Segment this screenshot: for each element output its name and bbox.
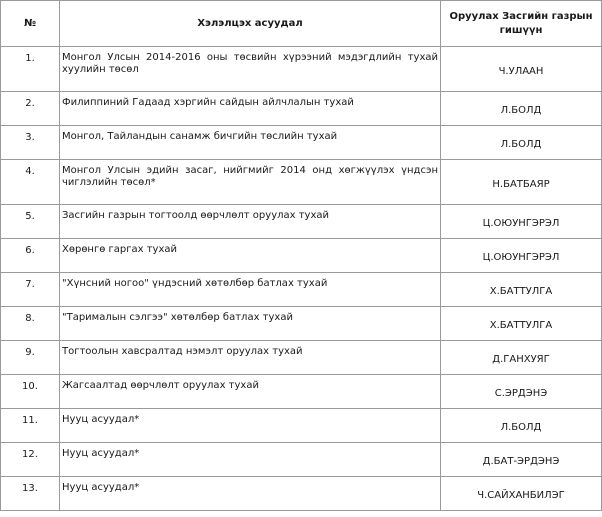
row-member: Ч.САЙХАНБИЛЭГ <box>441 477 602 511</box>
table-row <box>1 47 602 92</box>
row-member: Ц.ОЮУНГЭРЭЛ <box>441 205 602 239</box>
row-topic: Нууц асуудал* <box>60 477 441 511</box>
row-number: 1. <box>1 47 60 92</box>
row-number: 4. <box>1 160 60 205</box>
row-number: 9. <box>1 341 60 375</box>
header-num: № <box>1 1 60 47</box>
row-member: Л.БОЛД <box>441 409 602 443</box>
table-row <box>1 341 602 375</box>
row-member: Ц.ОЮУНГЭРЭЛ <box>441 239 602 273</box>
row-topic: Хөрөнгө гаргах тухай <box>60 239 441 273</box>
row-member: Н.БАТБАЯР <box>441 160 602 205</box>
row-member: Д.ГАНХУЯГ <box>441 341 602 375</box>
table-row <box>1 92 602 126</box>
row-member: Х.БАТТУЛГА <box>441 273 602 307</box>
row-number: 13. <box>1 477 60 511</box>
row-number: 2. <box>1 92 60 126</box>
table-row <box>1 443 602 477</box>
table-row <box>1 126 602 160</box>
row-number: 6. <box>1 239 60 273</box>
row-topic: Тогтоолын хавсралтад нэмэлт оруулах тухай <box>60 341 441 375</box>
row-number: 5. <box>1 205 60 239</box>
row-member: Д.БАТ-ЭРДЭНЭ <box>441 443 602 477</box>
row-topic: Филиппиний Гадаад хэргийн сайдын айлчлалын тухай <box>60 92 441 126</box>
header-topic: Хэлэлцэх асуудал <box>60 1 441 47</box>
row-member: Х.БАТТУЛГА <box>441 307 602 341</box>
row-topic: Жагсаалтад өөрчлөлт оруулах тухай <box>60 375 441 409</box>
row-topic: "Тарималын сэлгээ" хөтөлбөр батлах тухай <box>60 307 441 341</box>
table-row <box>1 205 602 239</box>
table-row <box>1 273 602 307</box>
row-number: 12. <box>1 443 60 477</box>
header-row <box>1 1 602 47</box>
row-number: 7. <box>1 273 60 307</box>
table-row <box>1 477 602 511</box>
row-member: Ч.УЛААН <box>441 47 602 92</box>
header-member: Оруулах Засгийн газрын гишүүн <box>441 1 602 47</box>
table-row <box>1 239 602 273</box>
row-number: 11. <box>1 409 60 443</box>
row-topic: Монгол Улсын эдийн засаг, нийгмийг 2014 онд хөгжүүлэх үндсэн чиглэлийн төсөл* <box>60 160 441 205</box>
row-topic: Монгол Улсын 2014-2016 оны төсвийн хүрээний мэдэгдлийн тухай хуулийн төсөл <box>60 47 441 92</box>
table-row <box>1 409 602 443</box>
row-topic: "Хүнсний ногоо" үндэсний хөтөлбөр батлах тухай <box>60 273 441 307</box>
row-topic: Нууц асуудал* <box>60 443 441 477</box>
table-row <box>1 160 602 205</box>
row-member: Л.БОЛД <box>441 126 602 160</box>
row-member: Л.БОЛД <box>441 92 602 126</box>
row-number: 8. <box>1 307 60 341</box>
table-row <box>1 307 602 341</box>
row-topic: Монгол, Тайландын санамж бичгийн төслийн тухай <box>60 126 441 160</box>
row-member: С.ЭРДЭНЭ <box>441 375 602 409</box>
row-topic: Засгийн газрын тогтоолд өөрчлөлт оруулах тухай <box>60 205 441 239</box>
row-topic: Нууц асуудал* <box>60 409 441 443</box>
table-row <box>1 375 602 409</box>
row-number: 10. <box>1 375 60 409</box>
row-number: 3. <box>1 126 60 160</box>
